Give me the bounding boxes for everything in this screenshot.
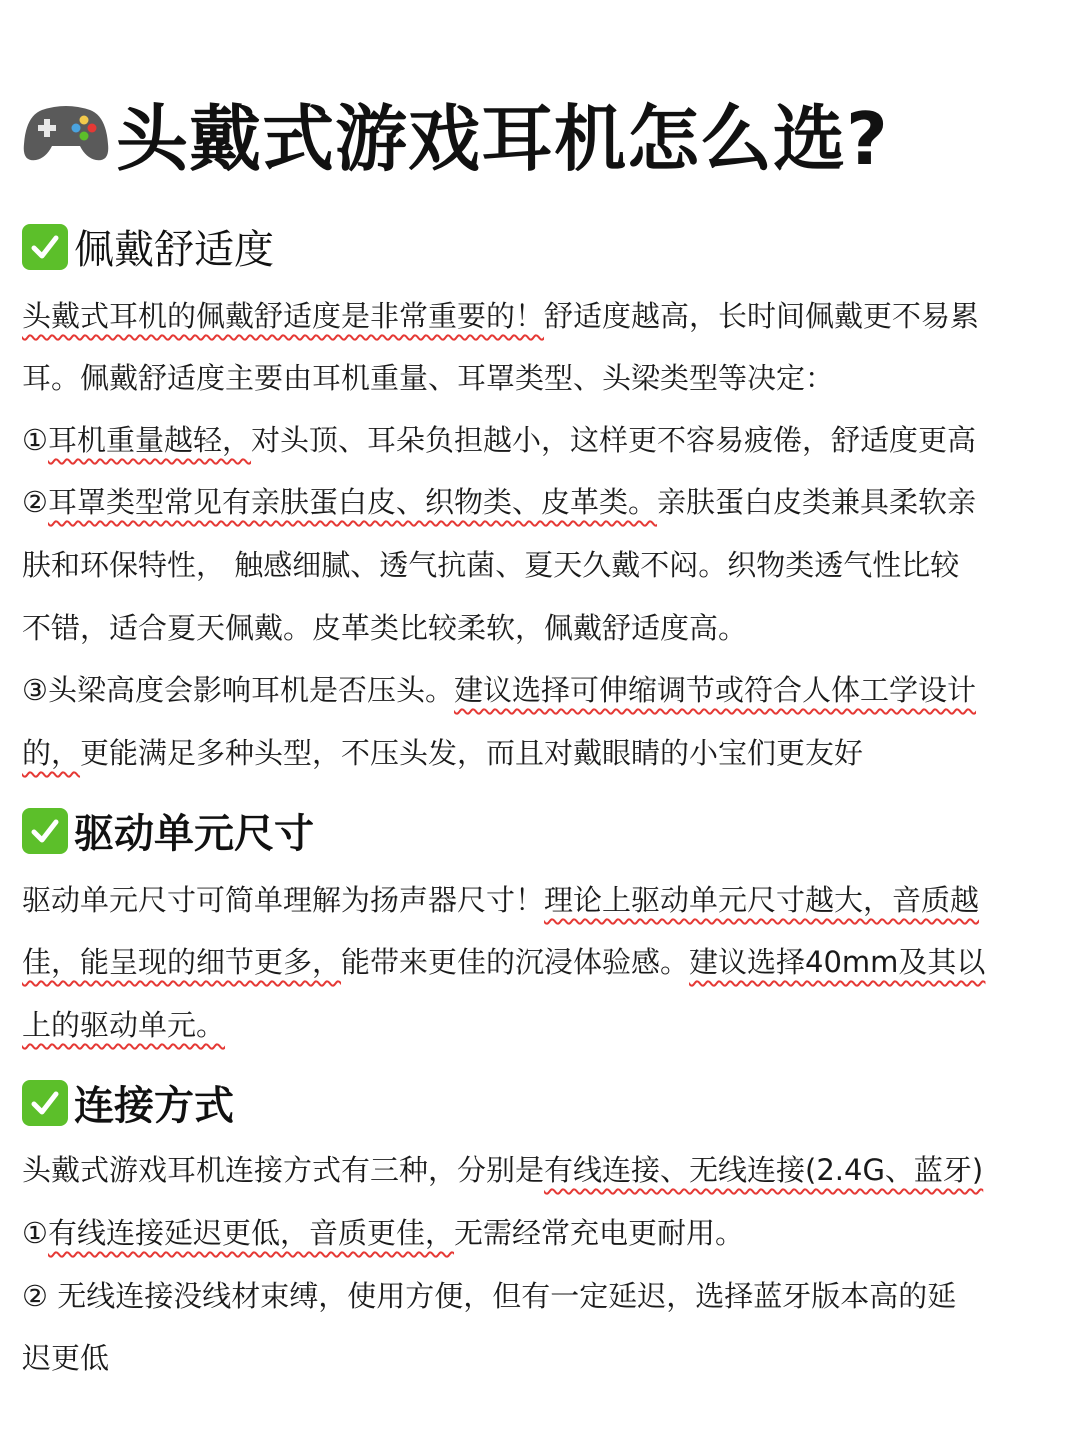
text: 头戴式游戏耳机连接方式有三种，分别是 xyxy=(22,1153,545,1187)
text: ② 无线连接没线材束缚，使用方便，但有一定延迟，选择蓝牙版本高的延 xyxy=(22,1279,957,1313)
underlined-text: 上的驱动单元。 xyxy=(22,1008,226,1042)
page-title: 头戴式游戏耳机怎么选? xyxy=(116,97,889,181)
paragraph-line xyxy=(22,1276,1062,1316)
text: 迟更低 xyxy=(22,1341,110,1375)
underlined-text: 耳机重量越轻， xyxy=(48,423,252,457)
paragraph-line xyxy=(22,358,1062,398)
paragraph-line xyxy=(22,608,1062,648)
section-title: 驱动单元尺寸 xyxy=(74,811,314,857)
underlined-text: 建议选择可伸缩调节或符合人体工学设计 xyxy=(454,673,977,707)
check-mark-icon xyxy=(22,224,68,270)
title-row xyxy=(22,78,889,188)
section-heading xyxy=(22,1074,234,1131)
text: 亲肤蛋白皮类兼具柔软亲 xyxy=(657,485,977,519)
text: ② xyxy=(22,485,48,519)
underlined-text: 有线连接延迟更低，音质更佳， xyxy=(48,1216,455,1250)
paragraph-line xyxy=(22,1338,1062,1378)
paragraph-line xyxy=(22,545,1062,585)
text: ① xyxy=(22,1216,48,1250)
text: 能带来更佳的沉浸体验感。 xyxy=(341,945,690,979)
section-heading xyxy=(22,802,314,859)
section-title: 佩戴舒适度 xyxy=(74,227,274,273)
underlined-text: 佳，能呈现的细节更多， xyxy=(22,945,342,979)
underlined-text: 头戴式耳机的佩戴舒适度是非常重要的！ xyxy=(22,299,545,333)
underlined-text: 耳罩类型常见有亲肤蛋白皮、织物类、皮革类。 xyxy=(48,485,658,519)
underlined-text: 理论上驱动单元尺寸越大，音质越 xyxy=(544,883,980,917)
paragraph-line xyxy=(22,1150,1062,1190)
paragraph-line xyxy=(22,880,1062,920)
paragraph-line xyxy=(22,420,1062,460)
text: ① xyxy=(22,423,48,457)
section-heading xyxy=(22,218,274,275)
section-title: 连接方式 xyxy=(74,1083,234,1129)
underlined-text: 有线连接、无线连接(2.4G、蓝牙) xyxy=(544,1153,984,1187)
paragraph-line xyxy=(22,1213,1062,1253)
text: 无需经常充电更耐用。 xyxy=(454,1216,745,1250)
text: 舒适度越高，长时间佩戴更不易累 xyxy=(544,299,980,333)
paragraph-line xyxy=(22,670,1062,710)
check-mark-icon xyxy=(22,808,68,854)
text: 更能满足多种头型，不压头发，而且对戴眼睛的小宝们更友好 xyxy=(80,736,864,770)
text: 肤和环保特性， 触感细腻、透气抗菌、夏天久戴不闷。织物类透气性比较 xyxy=(22,548,960,582)
paragraph-line xyxy=(22,1005,1062,1045)
check-mark-icon xyxy=(22,1080,68,1126)
text: 对头顶、耳朵负担越小，这样更不容易疲倦，舒适度更高 xyxy=(251,423,977,457)
text: 驱动单元尺寸可简单理解为扬声器尺寸！ xyxy=(22,883,545,917)
underlined-text: 建议选择40mm及其以 xyxy=(689,945,986,979)
paragraph-line xyxy=(22,482,1062,522)
paragraph-line xyxy=(22,942,1062,982)
gamepad-icon xyxy=(22,98,110,168)
text: 耳。佩戴舒适度主要由耳机重量、耳罩类型、头梁类型等决定： xyxy=(22,361,835,395)
text: 不错，适合夏天佩戴。皮革类比较柔软，佩戴舒适度高。 xyxy=(22,611,748,645)
paragraph-line xyxy=(22,296,1062,336)
text: ③头梁高度会影响耳机是否压头。 xyxy=(22,673,454,707)
underlined-text: 的， xyxy=(22,736,81,770)
paragraph-line xyxy=(22,733,1062,773)
